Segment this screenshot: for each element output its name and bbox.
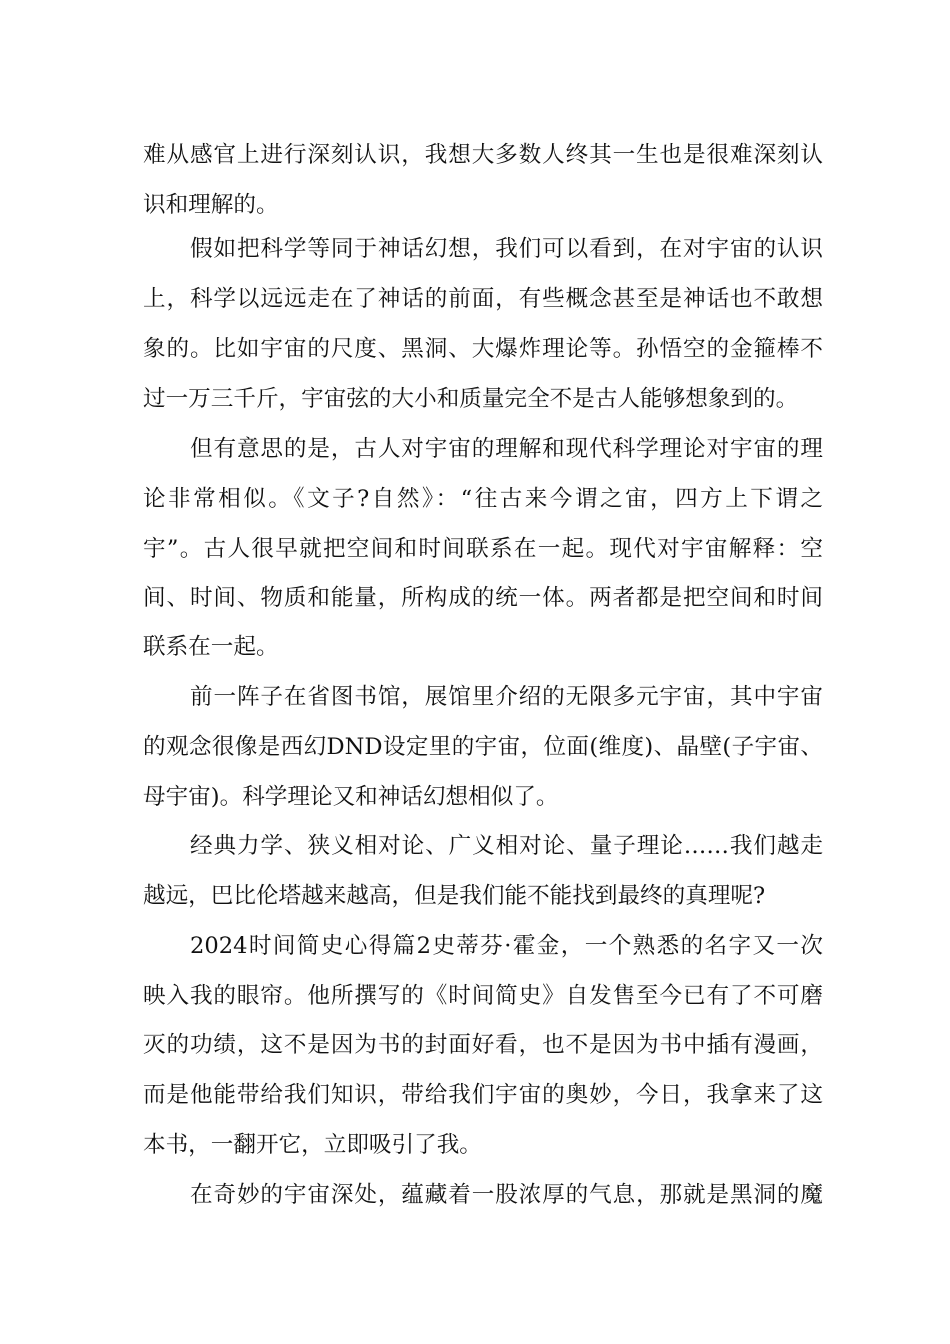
text-line: 过一万三千斤，宇宙弦的大小和质量完全不是古人能够想象到的。: [143, 386, 799, 412]
text-line: 前一阵子在省图书馆，展馆里介绍的无限多元宇宙，其中宇宙: [190, 684, 823, 710]
text-line: 经典力学、狭义相对论、广义相对论、量子理论……我们越走: [190, 833, 823, 859]
text-line: 母宇宙)。科学理论又和神话幻想相似了。: [143, 784, 559, 810]
text-line: 联系在一起。: [143, 634, 279, 660]
text-line: 间、时间、物质和能量，所构成的统一体。两者都是把空间和时间: [143, 585, 823, 611]
text-line: 假如把科学等同于神话幻想，我们可以看到，在对宇宙的认识: [190, 236, 823, 262]
text-line: 难从感官上进行深刻认识，我想大多数人终其一生也是很难深刻认: [143, 142, 823, 168]
text-line: 象的。比如宇宙的尺度、黑洞、大爆炸理论等。孙悟空的金箍棒不: [143, 336, 823, 362]
text-line: 而是他能带给我们知识，带给我们宇宙的奥妙，今日，我拿来了这: [143, 1082, 823, 1108]
text-line: 越远，巴比伦塔越来越高，但是我们能不能找到最终的真理呢?: [143, 883, 766, 909]
text-line: 但有意思的是，古人对宇宙的理解和现代科学理论对宇宙的理: [190, 436, 823, 462]
text-line: 上，科学以远远走在了神话的前面，有些概念甚至是神话也不敢想: [143, 286, 823, 312]
text-line: 的观念很像是西幻DND设定里的宇宙，位面(维度)、晶壁(子宇宙、: [143, 734, 823, 760]
text-line: 宇”。古人很早就把空间和时间联系在一起。现代对宇宙解释：空: [143, 536, 823, 562]
text-line: 2024时间简史心得篇2史蒂芬·霍金，一个熟悉的名字又一次: [190, 933, 823, 959]
text-line: 识和理解的。: [143, 192, 279, 218]
text-line: 本书，一翻开它，立即吸引了我。: [143, 1132, 482, 1158]
text-line: 映入我的眼帘。他所撰写的《时间简史》自发售至今已有了不可磨: [143, 983, 823, 1009]
text-line: 论非常相似。《文子?自然》：“往古来今谓之宙，四方上下谓之: [143, 486, 823, 512]
text-line: 灭的功绩，这不是因为书的封面好看，也不是因为书中插有漫画，: [143, 1032, 823, 1058]
text-line: 在奇妙的宇宙深处，蕴藏着一股浓厚的气息，那就是黑洞的魔: [190, 1182, 823, 1208]
